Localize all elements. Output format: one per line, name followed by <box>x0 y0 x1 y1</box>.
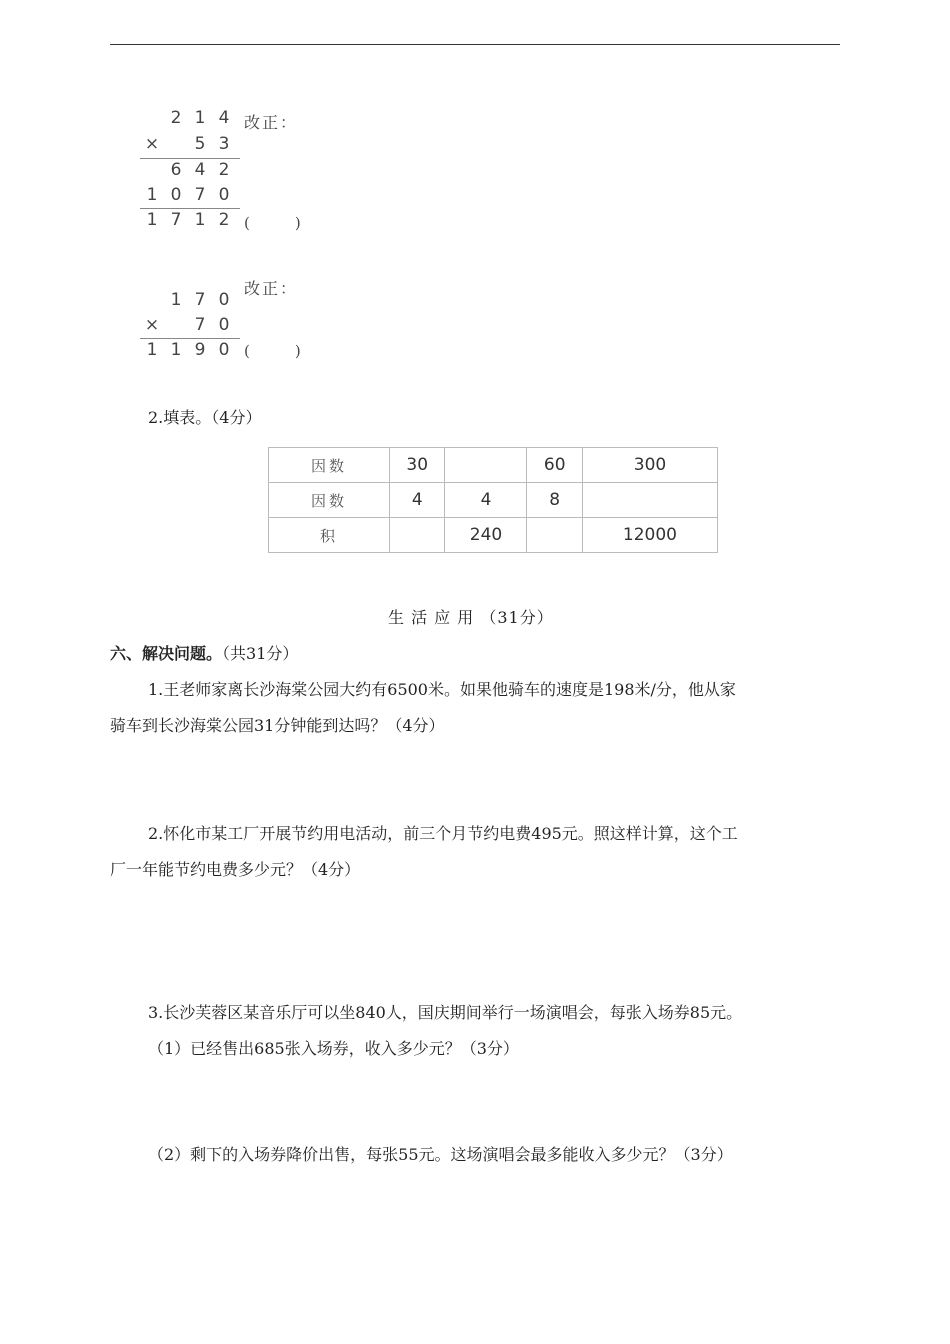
part-heading-line <box>110 646 298 662</box>
digit: 0 <box>218 290 230 310</box>
correction-label-2: 改正： <box>244 279 299 298</box>
fill-table-heading: 2.填表。（4分） <box>148 408 262 427</box>
digit: 0 <box>170 185 182 205</box>
table-cell[interactable]: 12000 <box>582 518 717 553</box>
digit: 1 <box>194 210 206 230</box>
multiplicand-row <box>140 108 250 132</box>
digit: 0 <box>218 340 230 360</box>
factor-product-table <box>268 447 718 553</box>
table-cell[interactable]: 240 <box>445 518 527 553</box>
digit: 1 <box>146 340 158 360</box>
header-rule <box>110 44 840 45</box>
part-points: （共31分） <box>222 644 299 663</box>
multiplier-row <box>140 315 250 339</box>
table-cell[interactable]: 4 <box>445 483 527 518</box>
vertical-multiplication-2 <box>140 290 340 370</box>
partial-product-1 <box>140 160 250 184</box>
answer-paren-1[interactable]: ( ) <box>244 214 301 232</box>
table-cell[interactable]: 4 <box>390 483 445 518</box>
answer-paren-2[interactable]: ( ) <box>244 342 301 360</box>
problem-2-line-1: 2.怀化市某工厂开展节约用电活动，前三个月节约电费495元。照这样计算，这个工 <box>148 824 738 843</box>
digit: 2 <box>218 210 230 230</box>
row-label: 因数 <box>269 483 390 518</box>
vertical-multiplication-1 <box>140 108 340 238</box>
digit: 4 <box>218 108 230 128</box>
row-label: 因数 <box>269 448 390 483</box>
table-cell[interactable] <box>527 518 582 553</box>
table-cell[interactable] <box>445 448 527 483</box>
table-cell[interactable]: 60 <box>527 448 582 483</box>
digit: 7 <box>194 185 206 205</box>
digit: 7 <box>170 210 182 230</box>
digit: 7 <box>194 315 206 335</box>
problem-1-line-1: 1.王老师家离长沙海棠公园大约有6500米。如果他骑车的速度是198米/分，他从家 <box>148 680 736 699</box>
problem-3-line-1: 3.长沙芙蓉区某音乐厅可以坐840人，国庆期间举行一场演唱会，每张入场券85元。 <box>148 1003 743 1022</box>
digit: 2 <box>170 108 182 128</box>
digit: 1 <box>146 210 158 230</box>
part-heading: 六、解决问题。 <box>110 644 223 663</box>
digit: 5 <box>194 134 206 154</box>
table-cell[interactable] <box>390 518 445 553</box>
table-cell[interactable]: 8 <box>527 483 582 518</box>
problem-3-sub-2: （2）剩下的入场券降价出售，每张55元。这场演唱会最多能收入多少元？（3分） <box>148 1145 733 1164</box>
correction-label-1: 改正： <box>244 113 299 132</box>
result-row <box>140 210 250 234</box>
digit: 9 <box>194 340 206 360</box>
multiplier-row <box>140 134 250 158</box>
calc-line <box>140 208 240 209</box>
table-row <box>269 448 718 483</box>
digit: 6 <box>170 160 182 180</box>
table-cell[interactable] <box>582 483 717 518</box>
digit: 2 <box>218 160 230 180</box>
table-cell[interactable]: 30 <box>390 448 445 483</box>
table-row <box>269 518 718 553</box>
times-sign: × <box>144 134 160 154</box>
table-cell[interactable]: 300 <box>582 448 717 483</box>
problem-1-line-2: 骑车到长沙海棠公园31分钟能到达吗？（4分） <box>110 716 445 735</box>
times-sign: × <box>144 315 160 335</box>
digit: 1 <box>194 108 206 128</box>
multiplicand-row <box>140 290 250 314</box>
table-row <box>269 483 718 518</box>
calc-line <box>140 338 240 339</box>
digit: 1 <box>170 290 182 310</box>
result-row <box>140 340 250 364</box>
digit: 0 <box>218 315 230 335</box>
problem-3-sub-1: （1）已经售出685张入场券，收入多少元？（3分） <box>148 1039 519 1058</box>
digit: 4 <box>194 160 206 180</box>
row-label: 积 <box>269 518 390 553</box>
problem-2-line-2: 厂一年能节约电费多少元？（4分） <box>110 860 361 879</box>
digit: 3 <box>218 134 230 154</box>
digit: 1 <box>170 340 182 360</box>
digit: 7 <box>194 290 206 310</box>
section-title: 生 活 应 用 （31分） <box>388 608 554 627</box>
digit: 1 <box>146 185 158 205</box>
digit: 0 <box>218 185 230 205</box>
partial-product-2 <box>140 185 250 209</box>
calc-line <box>140 158 240 159</box>
